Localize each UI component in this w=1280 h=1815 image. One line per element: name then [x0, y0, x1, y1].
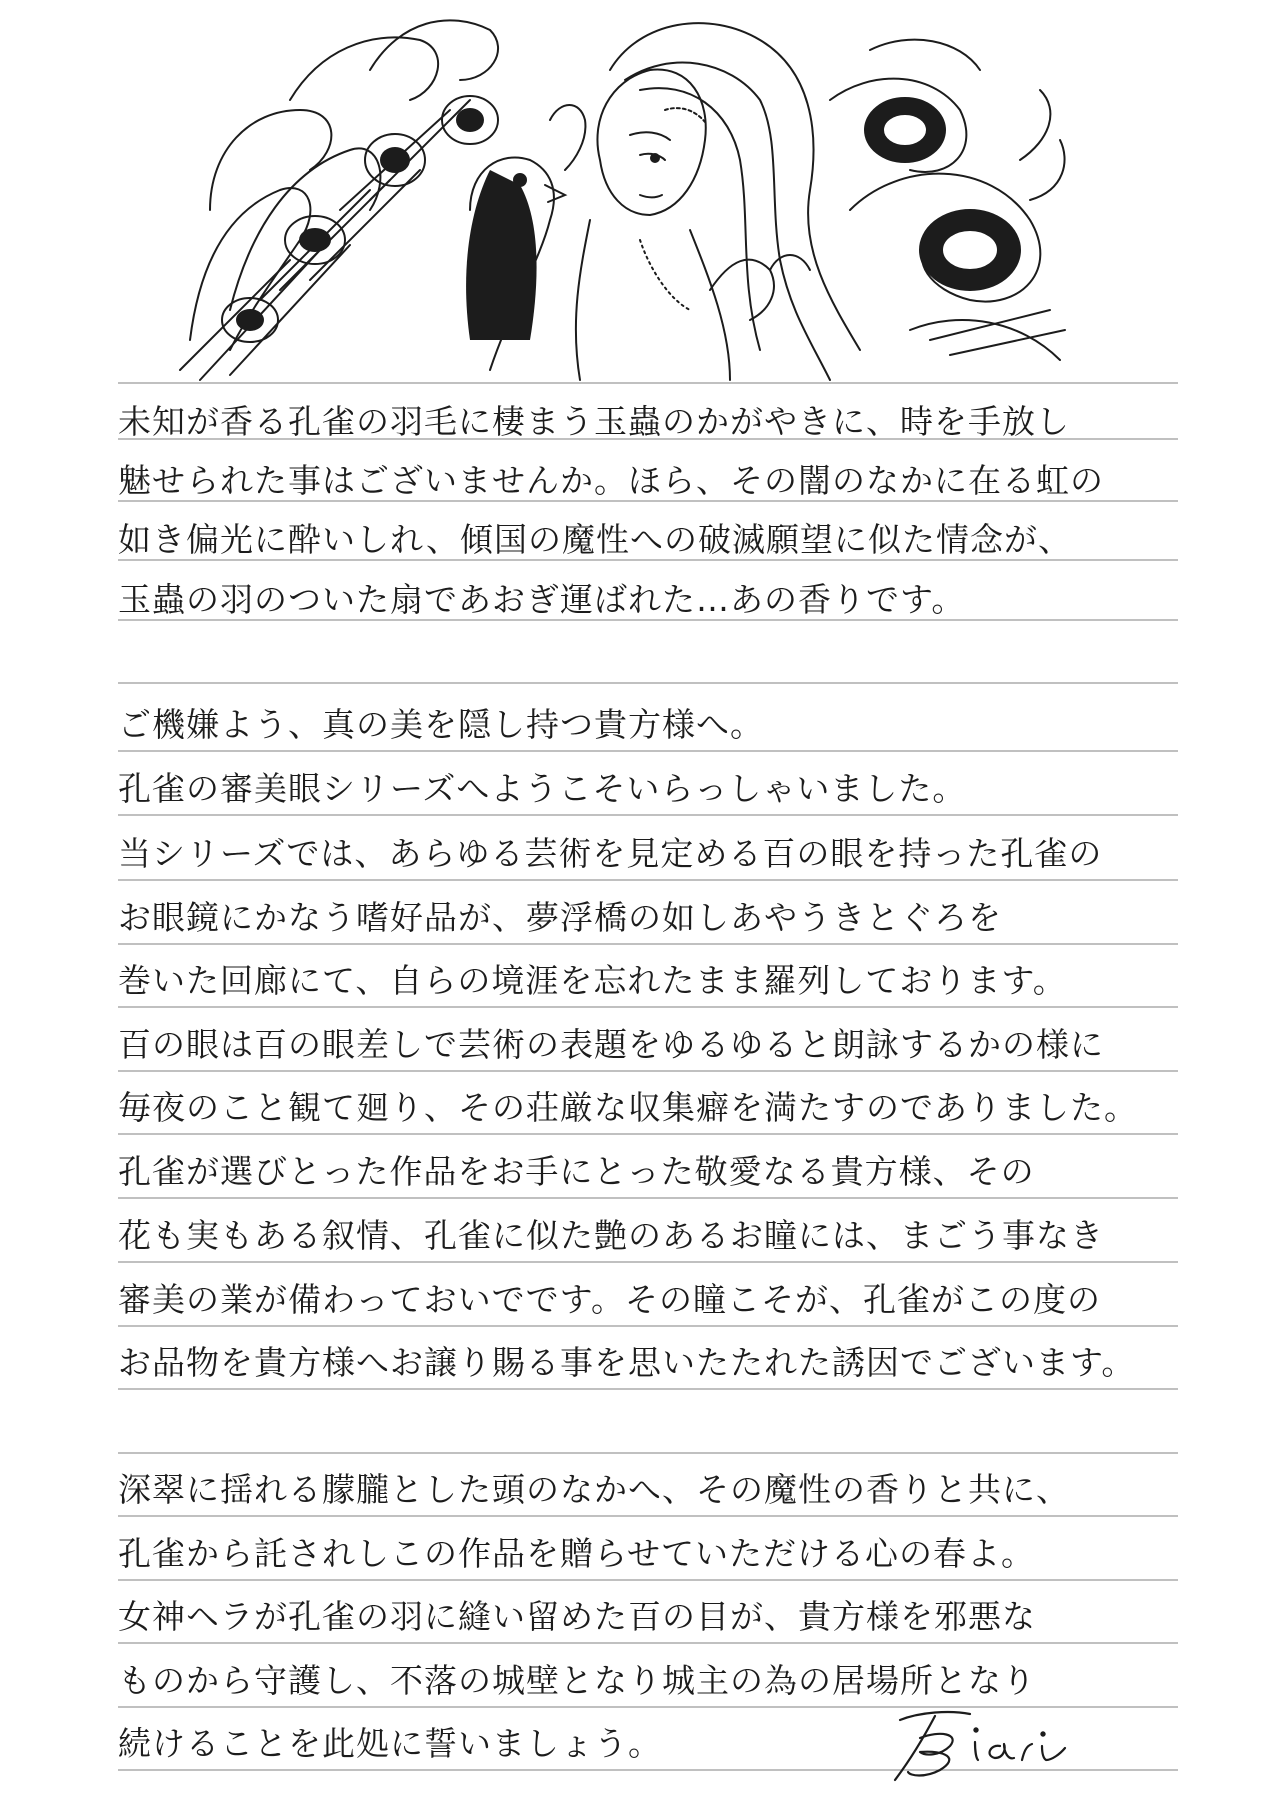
text-line: ものから守護し、不落の城壁となり城主の為の居場所となり: [118, 1661, 1036, 1700]
text-line: お品物を貴方様へお譲り賜る事を思いたたれた誘因でございます。: [118, 1343, 1136, 1382]
text-line: 巻いた回廊にて、自らの境涯を忘れたまま羅列しております。: [118, 961, 1067, 1000]
text-line: 花も実もある叙情、孔雀に似た艶のあるお瞳には、まごう事なき: [118, 1216, 1104, 1255]
text-line: 孔雀から託されしこの作品を贈らせていただける心の春よ。: [118, 1534, 1036, 1573]
text-line: 毎夜のこと観て廻り、その荘厳な収集癖を満たすのでありました。: [118, 1088, 1138, 1127]
peacock-woman-illustration-icon: [170, 10, 1070, 390]
text-line: 孔雀が選びとった作品をお手にとった敬愛なる貴方様、その: [118, 1152, 1035, 1191]
text-line: 百の眼は百の眼差しで芸術の表題をゆるゆると朗詠するかの様に: [118, 1025, 1104, 1064]
text-line: 深翠に揺れる朦朧とした頭のなかへ、その魔性の香りと共に、: [118, 1470, 1070, 1509]
text-line: 未知が香る孔雀の羽毛に棲まう玉蟲のかがやきに、時を手放し: [118, 402, 1070, 441]
text-line: 如き偏光に酔いしれ、傾国の魔性への破滅願望に似た情念が、: [118, 520, 1072, 559]
text-line: 続けることを此処に誓いましょう。: [118, 1724, 662, 1763]
text-line: 魅せられた事はございませんか。ほら、その闇のなかに在る虹の: [118, 461, 1104, 500]
text-line: 孔雀の審美眼シリーズへようこそいらっしゃいました。: [118, 769, 967, 808]
text-line: 審美の業が備わっておいでです。その瞳こそが、孔雀がこの度の: [118, 1280, 1102, 1319]
text-line: お眼鏡にかなう嗜好品が、夢浮橋の如しあやうきとぐろを: [118, 898, 1002, 937]
text-line: 玉蟲の羽のついた扇であおぎ運ばれた…あの香りです。: [118, 580, 966, 619]
text-line: 当シリーズでは、あらゆる芸術を見定める百の眼を持った孔雀の: [118, 834, 1103, 873]
handwritten-signature-icon: [880, 1700, 1080, 1790]
text-line: ご機嫌よう、真の美を隠し持つ貴方様へ。: [118, 705, 764, 744]
text-line: 女神ヘラが孔雀の羽に縫い留めた百の目が、貴方様を邪悪な: [118, 1597, 1036, 1636]
